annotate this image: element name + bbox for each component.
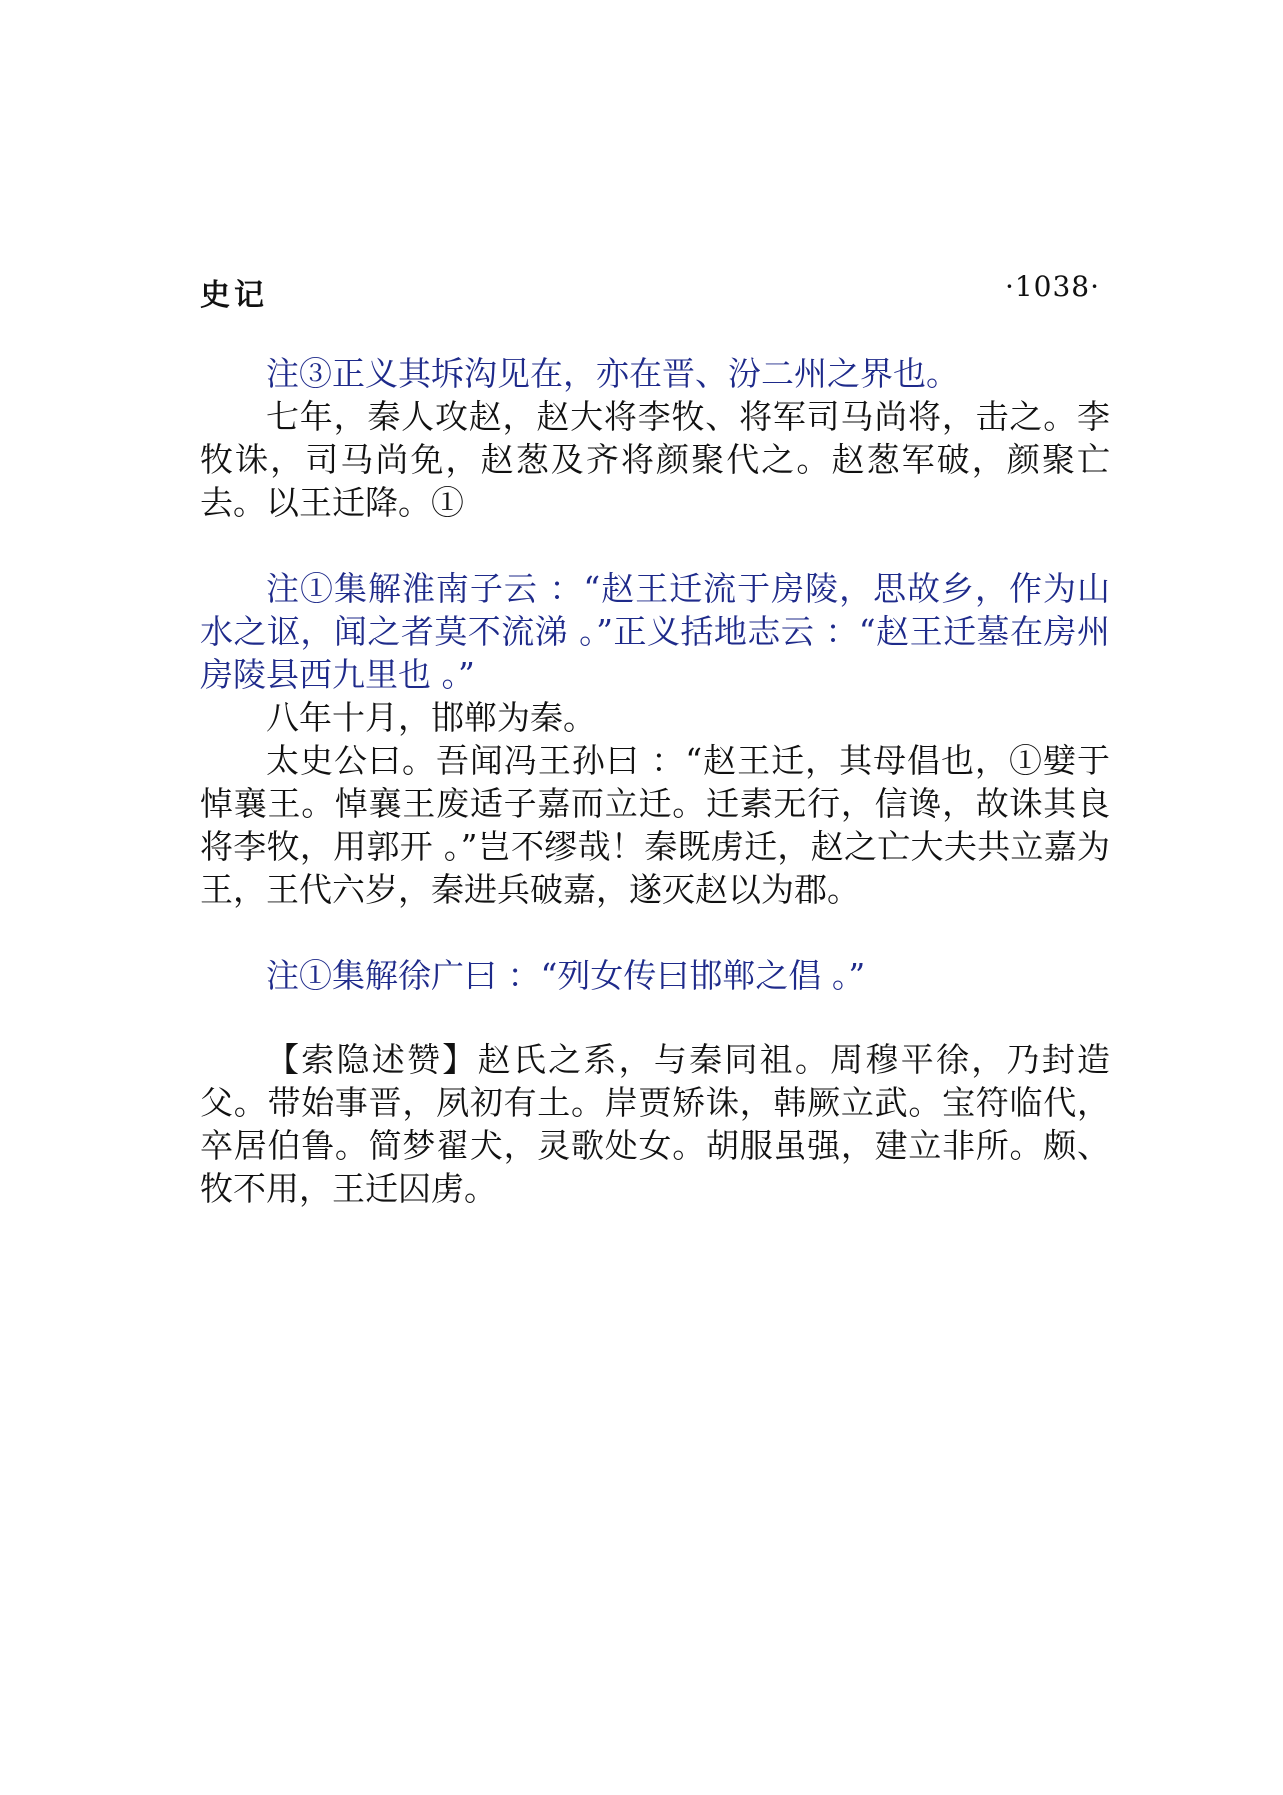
book-title: 史记 bbox=[200, 278, 268, 313]
main-paragraph: 太史公曰。吾闻冯王孙曰 ：“赵王迁，其母倡也，①嬖于悼襄王。悼襄王废适子嘉而立迁。迁素无行，信谗，故诛其良将李牧，用郭开 。”岂不缪哉！秦既虏迁，赵之亡大夫共立嘉为王，王代六岁，秦进兵破嘉，遂灭赵以为郡。 bbox=[200, 741, 1110, 909]
main-paragraph: 七年，秦人攻赵，赵大将李牧、将军司马尚将，击之。李牧诛，司马尚免，赵葱及齐将颜聚代之。赵葱军破，颜聚亡去。以王迁降。① bbox=[200, 397, 1110, 522]
suoyin-zan-paragraph: 【索隐述赞】赵氏之系，与秦同祖。周穆平徐，乃封造父。带始事晋，夙初有土。岸贾矫诛，韩厥立武。宝符临代，卒居伯鲁。简梦翟犬，灵歌处女。胡服虽强，建立非所。颇、牧不用，王迁囚虏。 bbox=[200, 1040, 1110, 1208]
annotation-paragraph: 注①集解徐广曰 ：“列女传曰邯郸之倡 。” bbox=[266, 956, 866, 995]
page-header bbox=[200, 270, 1100, 313]
page-number: ·1038· bbox=[1004, 270, 1100, 303]
body-text bbox=[200, 352, 1110, 1210]
annotation-paragraph: 注①集解淮南子云 ：“赵王迁流于房陵，思故乡，作为山水之讴，闻之者莫不流涕 。”正义括地志云 ：“赵王迁墓在房州房陵县西九里也 。” bbox=[200, 569, 1110, 694]
annotation-paragraph: 注③正义其坼沟见在，亦在晋、汾二州之界也。 bbox=[266, 354, 959, 393]
main-paragraph: 八年十月，邯郸为秦。 bbox=[266, 698, 596, 737]
